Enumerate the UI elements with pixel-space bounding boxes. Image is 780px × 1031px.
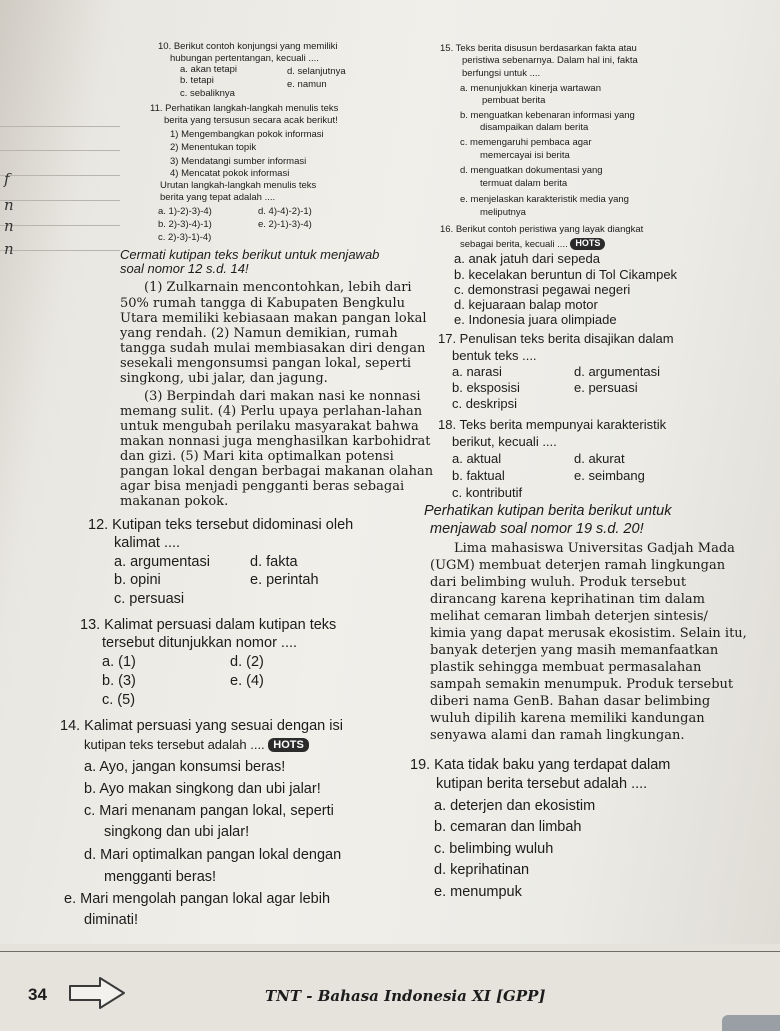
option: b. menguatkan kebenaran informasi yang	[460, 110, 635, 121]
passage-line: makan nonnasi juga menghasilkan karbohidrat	[120, 434, 431, 449]
question-15: 15. Teks berita disusun berdasarkan fakta atau	[440, 43, 637, 54]
option-cont: mengganti beras!	[104, 869, 217, 885]
option: b. tetapi	[180, 75, 214, 86]
option-cont: disampaikan dalam berita	[480, 122, 589, 133]
reading-instruction: menjawab soal nomor 19 s.d. 20!	[430, 521, 644, 537]
news-passage-line: (UGM) membuat deterjen ramah lingkungan	[430, 558, 726, 573]
reading-instruction: Cermati kutipan teks berikut untuk menjawab	[120, 247, 380, 262]
option-cont: memercayai isi berita	[480, 150, 570, 161]
question-19-text: kutipan berita tersebut adalah ....	[436, 776, 648, 792]
option: b. cemaran dan limbah	[434, 819, 582, 835]
option: b. Ayo makan singkong dan ubi jalar!	[84, 781, 321, 797]
option: e. menumpuk	[434, 884, 522, 900]
option: d. argumentasi	[574, 364, 660, 379]
margin-rule	[0, 126, 120, 127]
option: a. Ayo, jangan konsumsi beras!	[84, 759, 286, 775]
news-passage-line: plastik sehingga membuat permasalahan	[430, 660, 702, 675]
list-item: 4) Mencatat pokok informasi	[170, 168, 290, 179]
option: a. (1)	[102, 654, 136, 670]
option: d. (2)	[230, 654, 264, 670]
option: a. menunjukkan kinerja wartawan	[460, 83, 601, 94]
option: c. memengaruhi pembaca agar	[460, 137, 592, 148]
margin-handwriting: n	[4, 217, 14, 235]
option: d. selanjutnya	[287, 66, 346, 77]
option-cont: pembuat berita	[482, 95, 546, 106]
question-13-text: tersebut ditunjukkan nomor ....	[102, 635, 298, 651]
question-16-text-part: sebagai berita, kecuali ....	[460, 239, 568, 250]
question-17: 17. Penulisan teks berita disajikan dalam	[438, 331, 674, 346]
question-17-text: bentuk teks ....	[452, 348, 537, 363]
list-item: 1) Mengembangkan pokok informasi	[170, 129, 324, 140]
option: d. akurat	[574, 451, 625, 466]
list-item: 2) Menentukan topik	[170, 142, 257, 153]
option: c. kontributif	[452, 485, 523, 500]
option-cont: meliputnya	[480, 207, 526, 218]
news-passage-line: senyawa alami dan ramah lingkungan.	[430, 728, 685, 743]
question-14: 14. Kalimat persuasi yang sesuai dengan isi	[60, 718, 343, 734]
option: a. akan tetapi	[180, 64, 238, 75]
passage-line: 50% rumah tangga di Kabupaten Bengkulu	[120, 296, 406, 311]
reading-instruction: Perhatikan kutipan berita berikut untuk	[424, 503, 672, 519]
passage-line: yang rendah. (2) Namun demikian, rumah	[120, 326, 398, 341]
option: b. kecelakan beruntun di Tol Cikampek	[454, 267, 678, 282]
margin-rule	[0, 200, 120, 201]
passage-line: (1) Zulkarnain mencontohkan, lebih dari	[144, 280, 412, 295]
passage-line: dan gizi. (5) Mari kita optimalkan potensi	[120, 449, 394, 464]
option: e. (4)	[230, 673, 264, 689]
question-19: 19. Kata tidak baku yang terdapat dalam	[410, 757, 671, 773]
question-18-text: berikut, kecuali ....	[452, 434, 557, 449]
option: a. anak jatuh dari sepeda	[454, 251, 600, 266]
page-number: 34	[28, 985, 47, 1004]
question-11-text: berita yang tepat adalah ....	[160, 192, 276, 203]
option: a. aktual	[452, 451, 502, 466]
news-passage-line: dari belimbing wuluh. Produk tersebut	[430, 575, 687, 590]
option: c. persuasi	[114, 591, 185, 607]
option-cont: singkong dan ubi jalar!	[104, 824, 250, 840]
option-cont: termuat dalam berita	[480, 178, 568, 189]
list-item: 3) Mendatangi sumber informasi	[170, 156, 307, 167]
question-12: 12. Kutipan teks tersebut didominasi oleh	[88, 517, 354, 533]
passage-line: tangga sudah mulai membiasakan diri dengan	[120, 341, 426, 356]
margin-rule	[0, 175, 120, 176]
passage-line: Utara memiliki kebiasaan makan pangan lokal	[120, 311, 427, 326]
news-passage-line: melihat cemaran limbah deterjen sintesis/	[430, 609, 708, 624]
arrow-icon	[66, 976, 130, 1010]
option: d. menguatkan dokumentasi yang	[460, 165, 603, 176]
passage-line: pangan lokal dengan berbagai makanan olahan	[120, 464, 434, 479]
margin-rule	[0, 225, 120, 226]
margin-handwriting: f	[4, 170, 10, 188]
option: e. perintah	[250, 572, 319, 588]
passage-line: untuk mengubah perilaku masyarakat bahwa	[120, 419, 419, 434]
option: c. 2)-3)-1)-4)	[158, 232, 212, 243]
reading-instruction: soal nomor 12 s.d. 14!	[120, 261, 249, 276]
option: e. namun	[287, 79, 327, 90]
option: a. argumentasi	[114, 554, 210, 570]
option: c. demonstrasi pegawai negeri	[454, 282, 631, 297]
question-11-text: Urutan langkah-langkah menulis teks	[160, 180, 317, 191]
margin-handwriting: n	[4, 240, 14, 258]
question-11: 11. Perhatikan langkah-langkah menulis teks	[150, 103, 339, 114]
option: c. (5)	[102, 692, 136, 708]
option: d. fakta	[250, 554, 298, 570]
margin-rule	[0, 250, 120, 251]
option: e. Indonesia juara olimpiade	[454, 312, 617, 327]
option: a. 1)-2)-3)-4)	[158, 206, 212, 217]
option: b. 2)-3)-4)-1)	[158, 219, 212, 230]
option: a. deterjen dan ekosistim	[434, 798, 596, 814]
option: c. deskripsi	[452, 396, 518, 411]
question-10-text: hubungan pertentangan, kecuali ....	[170, 53, 319, 64]
option: d. keprihatinan	[434, 862, 530, 878]
question-16: 16. Berikut contoh peristiwa yang layak diangkat	[440, 224, 644, 235]
news-passage-line: Lima mahasiswa Universitas Gadjah Mada	[454, 541, 735, 556]
passage-line: memang sulit. (4) Perlu upaya perlahan-lahan	[120, 404, 423, 419]
option: b. (3)	[102, 673, 136, 689]
news-passage-line: banyak deterjen yang masih memanfaatkan	[430, 643, 719, 658]
question-14-text-part: kutipan teks tersebut adalah ....	[84, 737, 265, 752]
footer-divider	[0, 951, 780, 952]
option: e. Mari mengolah pangan lokal agar lebih	[64, 891, 331, 907]
option: d. 4)-4)-2)-1)	[258, 206, 312, 217]
option: e. seimbang	[574, 468, 645, 483]
question-16-text	[460, 238, 605, 250]
question-11-text: berita yang tersusun secara acak berikut!	[164, 115, 338, 126]
news-passage-line: diberi nama GenB. Bahan dasar belimbing	[430, 694, 711, 709]
option-cont: diminati!	[84, 912, 138, 928]
hots-badge: HOTS	[268, 738, 309, 752]
news-passage-line: sampah semakin menumpuk. Produk tersebut	[430, 677, 734, 692]
margin-rule	[0, 150, 120, 151]
option: d. kejuaraan balap motor	[454, 297, 598, 312]
option: a. narasi	[452, 364, 502, 379]
question-12-text: kalimat ....	[114, 535, 181, 551]
question-18: 18. Teks berita mempunyai karakteristik	[438, 417, 667, 432]
option: c. sebaliknya	[180, 88, 235, 99]
margin-handwriting: n	[4, 196, 14, 214]
option: e. menjelaskan karakteristik media yang	[460, 194, 629, 205]
question-15-text: berfungsi untuk ....	[462, 68, 541, 79]
corner-tab	[722, 1015, 780, 1031]
news-passage-line: dirancang karena keprihatinan tim dalam	[430, 592, 706, 607]
question-15-text: peristiwa sebenarnya. Dalam hal ini, fakta	[462, 55, 638, 66]
option: d. Mari optimalkan pangan lokal dengan	[84, 847, 342, 863]
question-14-text	[84, 738, 309, 752]
option: b. eksposisi	[452, 380, 520, 395]
option: c. Mari menanam pangan lokal, seperti	[84, 803, 334, 819]
option: b. opini	[114, 572, 161, 588]
question-10: 10. Berikut contoh konjungsi yang memiliki	[158, 41, 338, 52]
passage-line: makanan pokok.	[120, 494, 229, 509]
option: c. belimbing wuluh	[434, 841, 554, 857]
passage-line: (3) Berpindah dari makan nasi ke nonnasi	[144, 389, 421, 404]
hots-badge: HOTS	[570, 238, 605, 250]
question-13: 13. Kalimat persuasi dalam kutipan teks	[80, 617, 337, 633]
option: b. faktual	[452, 468, 505, 483]
passage-line: sesekali mengonsumsi pangan lokal, seperti	[120, 356, 412, 371]
option: e. persuasi	[574, 380, 638, 395]
passage-line: agar bisa menjadi pengganti beras sebagai	[120, 479, 405, 494]
book-title: TNT - Bahasa Indonesia XI [GPP]	[265, 987, 546, 1005]
news-passage-line: kimia yang dapat merusak ekosistim. Selain itu,	[430, 626, 747, 641]
option: e. 2)-1)-3)-4)	[258, 219, 312, 230]
passage-line: singkong, ubi jalar, dan jagung.	[120, 371, 328, 386]
news-passage-line: wuluh dipilih karena memiliki kandungan	[430, 711, 705, 726]
